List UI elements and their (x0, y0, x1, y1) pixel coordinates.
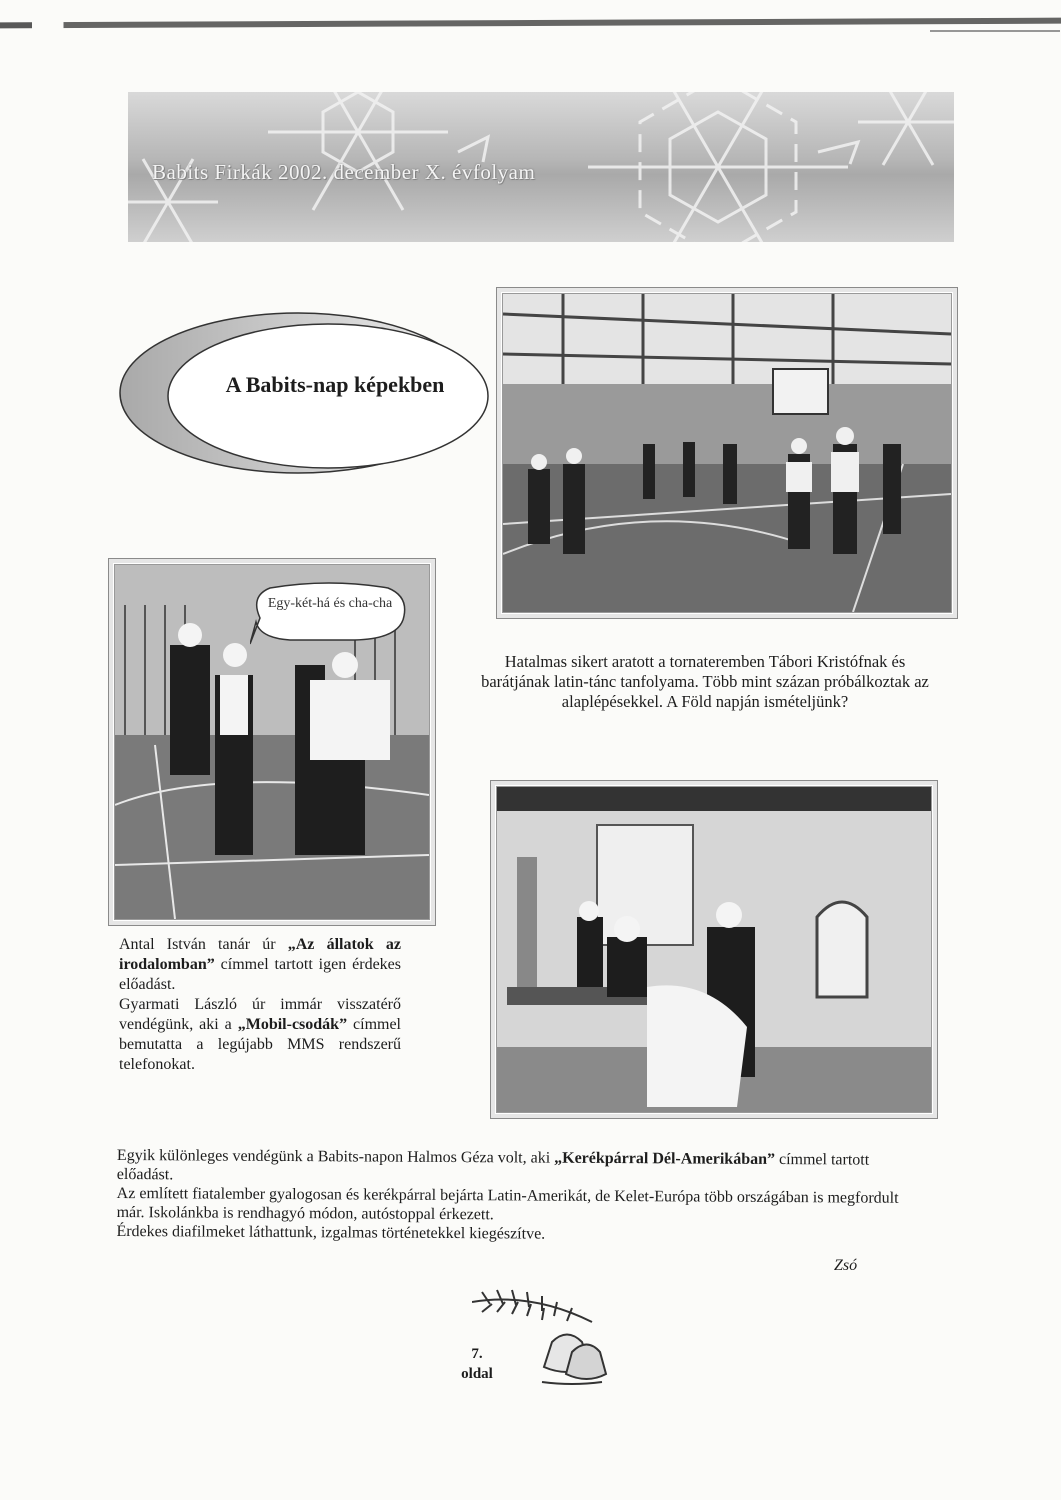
photo-frame-lecture (490, 780, 938, 1119)
lecture-p1-text: Antal István tanár úr (119, 936, 288, 953)
scan-artifact-line (0, 18, 1061, 29)
article-paragraph-1 (117, 1146, 917, 1189)
lecture-p2-tail: címmel bemutatta a legújabb MMS rendszerű telefonokat. (119, 1016, 401, 1073)
article-p1-tail: címmel tartott előadást. (116, 1151, 870, 1184)
article-paragraph-2: Az említett fiatalember gyalogosan és kerékpárral bejárta Latin-Amerikát, de Kelet-Európa több országában is megfordult már. Iskolánkba is rendhagyó módon, autóstoppal érkezett. (116, 1184, 899, 1224)
gym-caption: Hatalmas sikert aratott a tornateremben Tábori Kristófnak és barátjának latin-tánc tanfolyama. Több mint százan próbálkoztak az alaplépésekkel. A Föld napján ismételjünk? (481, 652, 929, 711)
photo-lecture-room (496, 786, 932, 1113)
lecture-room-image (497, 787, 931, 1112)
author-signature: Zsó (834, 1257, 858, 1274)
speech-bubble-text: Egy-két-há és cha-cha (267, 596, 393, 611)
photo-gym-dance (502, 293, 952, 613)
lecture-p2-bold: „Mobil-csodák” (237, 1016, 348, 1033)
lecture-paragraph-2 (119, 995, 401, 1075)
speech-bubble (250, 582, 408, 646)
photo-frame-gym (496, 287, 958, 619)
lecture-p2-text: Gyarmati László úr immár visszatérő vendégünk, aki a (119, 996, 401, 1033)
gym-dance-image (503, 294, 951, 612)
lecture-caption (119, 935, 401, 1075)
article-text (116, 1146, 917, 1246)
lecture-paragraph-1 (119, 935, 401, 995)
page-number (452, 1344, 502, 1384)
page-number-value: 7. (471, 1346, 483, 1362)
lecture-p1-tail: címmel tartott igen érdekes előadást. (119, 956, 401, 993)
lecture-p1-bold: „Az állatok az irodalomban” (119, 936, 401, 973)
page-number-label: oldal (461, 1366, 493, 1382)
banner-title: Babits Firkák 2002. december X. évfolyam (152, 160, 536, 184)
article-paragraph-3: Érdekes diafilmeket láthattunk, izgalmas történetekkel kiegészítve. (116, 1222, 546, 1243)
article-p1-bold: „Kerékpárral Dél-Amerikában” (554, 1149, 776, 1169)
scan-artifact-line-2 (930, 30, 1060, 32)
article-p1-text: Egyik különleges vendégünk a Babits-napon Halmos Géza volt, aki (116, 1147, 555, 1167)
page-title: A Babits-nap képekben (225, 372, 445, 397)
